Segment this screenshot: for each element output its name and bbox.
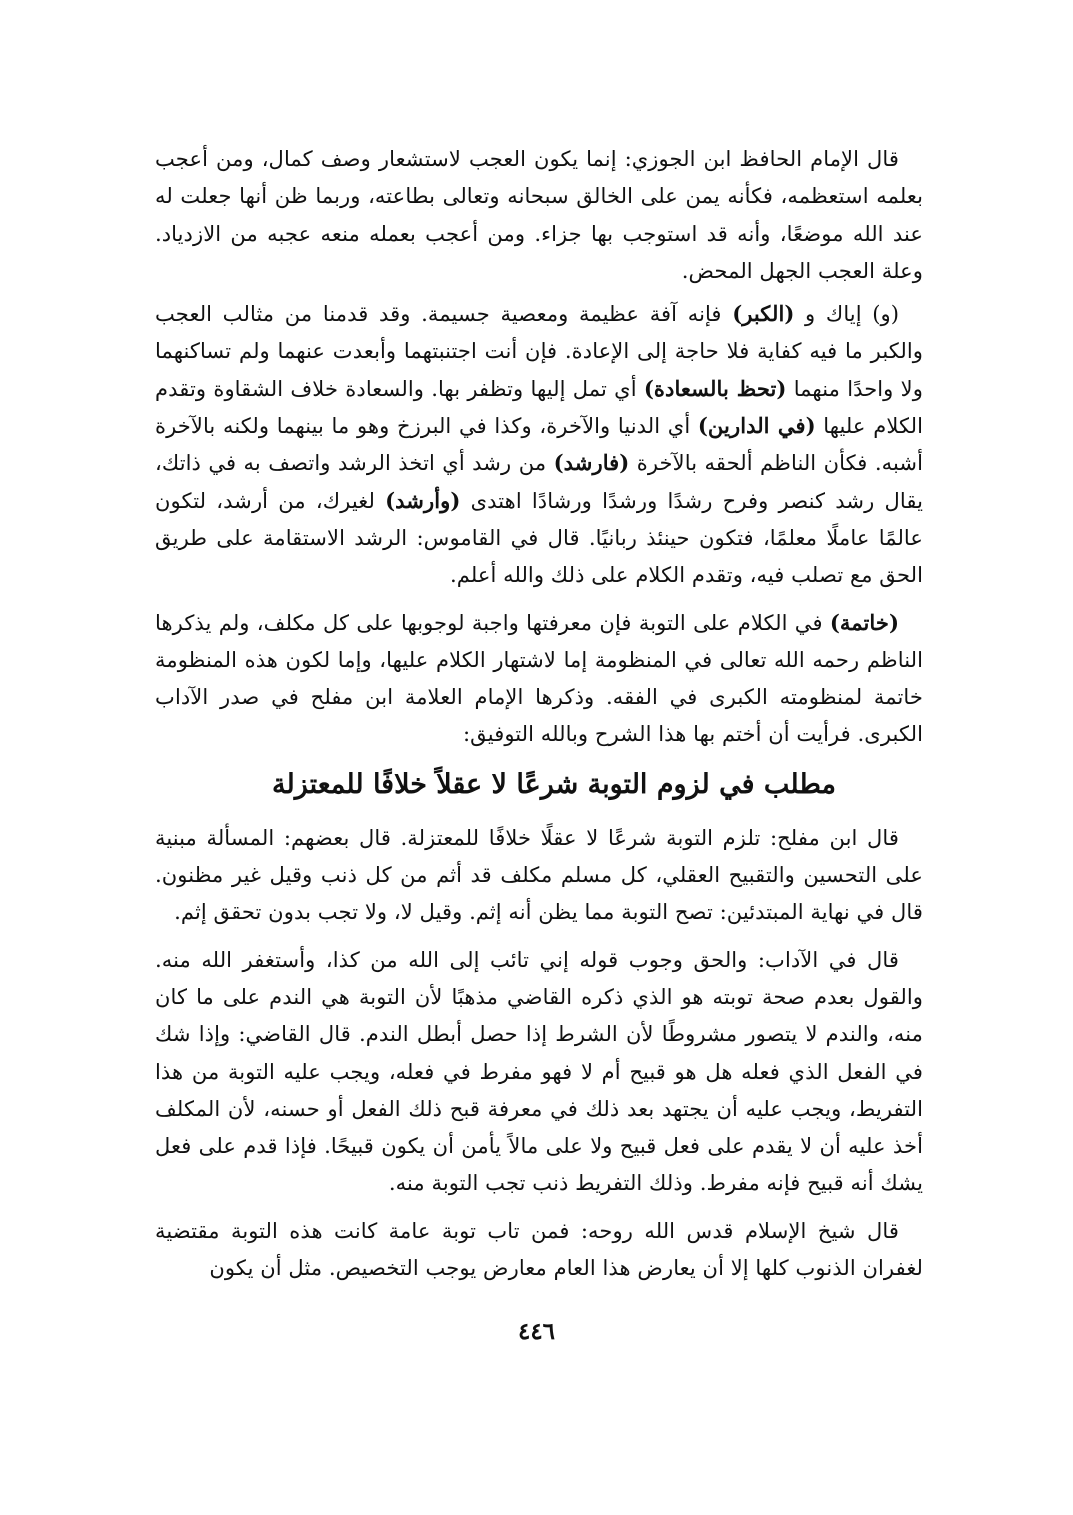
paragraph-text: (و) إياك و (794, 301, 899, 327)
section-heading: مطلب في لزوم التوبة شرعًا لا عقلاً خلافًا للمعتزلة (272, 768, 836, 800)
paragraph-shaykh-al-islam (155, 1212, 923, 1287)
paragraph-ibn-muflih (155, 819, 923, 931)
paragraph-adab (155, 941, 923, 1202)
page-number: ٤٤٦ (517, 1318, 556, 1345)
paragraph-text: من رشد أي اتخذ الرشد واتصف به في ذاتك، يقال رشد كنصر وفرح رشدًا ورشدًا ورشادًا اهتدى (155, 450, 923, 513)
bold-term-farshud: (فارشد) (553, 450, 630, 476)
paragraph-text: قال في الآداب: والحق وجوب قوله إني تائب إلى الله من كذا، وأستغفر الله منه. والقول بعدم صحة توبته هو الذي ذكره القاضي مذهبًا لأن التوبة هي الندم على ما كان منه، والندم لا يتصور مشروطًا لأن الشرط إذا حصل أبطل الندم. قال القاضي: وإذا شك في الفعل الذي فعله هل هو قبيح أم لا فهو مفرط في فعله، ويجب عليه التوبة من هذا التفريط، ويجب عليه أن يجتهد بعد ذلك في معرفة قبح ذلك الفعل أو حسنه، لأن المكلف أخذ عليه أن لا يقدم على فعل قبيح ولا على مالاً يأمن أن يكون قبيحًا. فإذا قدم على فعل يشك أنه قبيح فإنه مفرط. وذلك التفريط ذنب تجب التوبة منه. (155, 946, 923, 1196)
paragraph-kibr (155, 295, 923, 593)
bold-term-khatima: (خاتمة) (829, 609, 899, 635)
bold-term-saada: (تحظ بالسعادة) (643, 375, 787, 401)
page-body (155, 140, 923, 1296)
paragraph-text: أي الدنيا والآخرة، وكذا في البرزخ وهو ما بينهما ولكنه بالآخرة أشبه. فكأن الناظم ألحقه بالآخرة (155, 413, 923, 476)
bold-term-kibr: (الكبر) (732, 301, 795, 327)
paragraph-text: في الكلام على التوبة فإن معرفتها واجبة لوجوبها على كل مكلف، ولم يذكرها الناظم رحمه الله تعالى في المنظومة إما لاشتهار الكلام عليها، وإما لكون هذه المنظومة خاتمة لمنظومته الكبرى في الفقه. وذكرها الإمام العلامة ابن مفلح في صدر الآداب الكبرى. فرأيت أن أختم بها هذا الشرح وبالله التوفيق: (155, 609, 923, 747)
bold-term-arshid: (وأرشد) (385, 487, 461, 513)
paragraph-text: لغيرك، من أرشد، لتكون عالمًا عاملًا معلمًا، فتكون حينئذ ربانيًا. قال في القاموس: الرشد الاستقامة على طريق الحق مع تصلب فيه، وتقدم الكلام على ذلك والله أعلم. (155, 487, 923, 588)
paragraph-text: قال ابن مفلح: تلزم التوبة شرعًا لا عقلًا خلافًا للمعتزلة. قال بعضهم: المسألة مبنية على التحسين والتقبيح العقلي، كل مسلم مكلف قد أثم من كل ذنب وقيل غير مظنون. قال في نهاية المبتدئين: تصح التوبة مما يظن أنه إثم. وقيل لا، ولا تجب بدون تحقق إثم. (155, 824, 923, 925)
paragraph-khatima (155, 604, 923, 753)
paragraph-text: فإنه آفة عظيمة ومعصية جسيمة. وقد قدمنا من مثالب العجب والكبر ما فيه كفاية فلا حاجة إلى الإعادة. فإن أنت اجتنبتهما وأبعدت عنهما ولم تساكنهما ولا واحدًا منهما (155, 301, 923, 401)
paragraph-ibn-al-jawzi (155, 140, 923, 289)
paragraph-text: قال الإمام الحافظ ابن الجوزي: إنما يكون العجب لاستشعار وصف كمال، ومن أعجب بعلمه استعظمه، فكأنه يمن على الخالق سبحانه وتعالى بطاعته، وربما ظن أنها جعلت له عند الله موضعًا، وأنه قد استوجب بها جزاء. ومن أعجب بعمله منعه عجبه من الازدياد. وعلة العجب الجهل المحض. (155, 146, 923, 283)
paragraph-text: أي تمل إليها وتظفر بها. والسعادة خلاف الشقاوة وتقدم الكلام عليها (155, 375, 923, 439)
bold-term-darayn: (في الدارين) (697, 413, 816, 439)
paragraph-text: قال شيخ الإسلام قدس الله روحه: فمن تاب توبة عامة كانت هذه التوبة مقتضية لغفران الذنوب كلها إلا أن يعارض هذا العام معارض يوجب التخصيص. مثل أن يكون (155, 1217, 923, 1281)
